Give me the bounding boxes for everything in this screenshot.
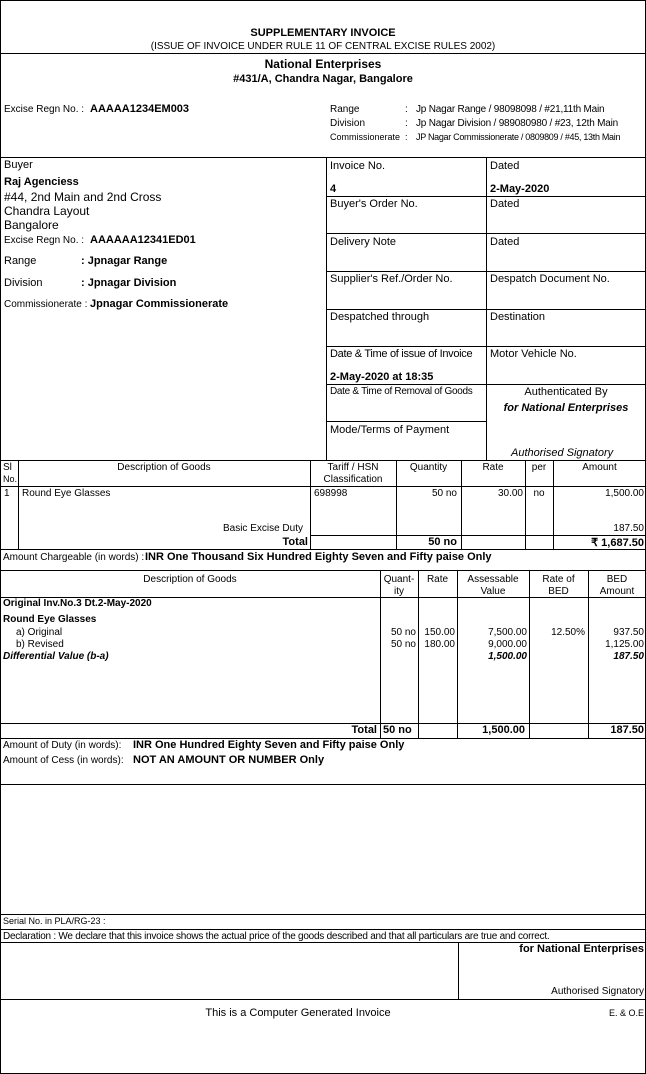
supp-row-value: 7,500.00	[488, 627, 527, 638]
col-sl-no: No.	[3, 474, 18, 484]
col-amount: Amount	[582, 462, 617, 473]
supp-row-bed-rate: 12.50%	[551, 627, 585, 638]
divider	[326, 421, 486, 422]
seller-division-value: Jp Nagar Division / 989080980 / #23, 12th Main	[416, 118, 619, 129]
seller-division-label: Division	[330, 118, 366, 129]
company-address: #431/A, Chandra Nagar, Bangalore	[233, 73, 413, 85]
row-tariff: 698998	[314, 488, 348, 499]
divider	[1, 784, 645, 785]
authenticated-by: Authenticated By	[524, 386, 608, 398]
divider	[1, 157, 645, 158]
seller-range-value: Jp Nagar Range / 98098098 / #21,11th Main	[416, 104, 605, 115]
divider	[326, 196, 645, 197]
buyer-address-line1: #44, 2nd Main and 2nd Cross	[4, 190, 162, 204]
divider	[1, 486, 645, 487]
supp-total-label: Total	[351, 724, 377, 736]
divider	[326, 384, 645, 385]
supp-row-label: b) Revised	[16, 639, 64, 650]
buyer-address-line2: Chandra Layout	[4, 204, 90, 218]
seller-comm-label: Commissionerate	[330, 132, 401, 142]
invoice-subtitle: (ISSUE OF INVOICE UNDER RULE 11 OF CENTRAL EXCISE RULES 2002)	[150, 41, 496, 52]
differential-bed: 187.50	[613, 651, 644, 662]
supp-item-name: Round Eye Glasses	[3, 614, 97, 625]
buyer-range-label: Range	[4, 255, 37, 267]
buyer-comm-value: Jpnagar Commissionerate	[90, 298, 229, 310]
supp-row-bed-amount: 1,125.00	[605, 639, 644, 650]
buyer-name: Raj Agenciess	[4, 176, 79, 188]
differential-value: 1,500.00	[488, 651, 527, 662]
duty-label: Basic Excise Duty	[222, 523, 303, 534]
divider	[418, 570, 419, 738]
divider	[326, 271, 645, 272]
row-per: no	[533, 488, 545, 499]
seller-excise-label: Excise Regn No. :	[4, 104, 85, 115]
row-amount: 1,500.00	[605, 488, 644, 499]
divider	[1, 460, 645, 461]
row-quantity: 50 no	[431, 488, 457, 499]
supp-col-rate: Rate	[426, 574, 449, 585]
supp-total-value: 1,500.00	[482, 724, 525, 736]
serial-number: Serial No. in PLA/RG-23 :	[3, 916, 106, 926]
supp-col-bed-amount-2: Amount	[599, 586, 635, 597]
company-name: National Enterprises	[264, 57, 382, 71]
total-label: Total	[282, 536, 308, 548]
buyer-division-label: Division	[4, 277, 43, 289]
supp-row-qty: 50 no	[390, 639, 416, 650]
seller-range-label: Range	[330, 104, 360, 115]
divider	[1, 929, 645, 930]
supp-col-bed-amount: BED	[606, 574, 628, 585]
buyer-comm-label: Commissionerate :	[4, 299, 88, 310]
differential-label: Differential Value (b-a)	[3, 651, 109, 662]
despatch-doc-label: Despatch Document No.	[490, 273, 610, 285]
authorised-signatory: Authorised Signatory	[511, 447, 614, 459]
declaration: Declaration : We declare that this invoice shows the actual price of the goods described and that all particulars are true and correct.	[3, 931, 550, 942]
duty-words-value: INR One Hundred Eighty Seven and Fifty paise Only	[133, 739, 405, 751]
buyer-label: Buyer	[4, 159, 33, 171]
buyer-excise-label: Excise Regn No. :	[4, 235, 85, 246]
row-rate: 30.00	[497, 488, 523, 499]
supp-row-qty: 50 no	[390, 627, 416, 638]
col-sl: Sl	[3, 462, 12, 473]
for-company: for National Enterprises	[503, 402, 629, 414]
amount-words-label: Amount Chargeable (in words) :	[3, 552, 145, 563]
motor-vehicle-label: Motor Vehicle No.	[490, 348, 577, 360]
dated-label: Dated	[490, 198, 520, 210]
col-description: Description of Goods	[117, 462, 211, 473]
seller-comm-value: JP Nagar Commissionerate / 0809809 / #45, 13th Main	[416, 132, 621, 142]
destination-label: Destination	[490, 311, 546, 323]
divider	[1, 999, 645, 1000]
issue-datetime-value: 2-May-2020 at 18:35	[330, 371, 434, 383]
supp-col-quantity: Quant-	[383, 574, 415, 585]
col-tariff: Tariff / HSN	[327, 462, 379, 473]
divider	[1, 53, 645, 54]
suppliers-ref-label: Supplier's Ref./Order No.	[330, 273, 453, 285]
supp-row-rate: 180.00	[424, 639, 455, 650]
supp-col-assessable-2: Value	[480, 586, 506, 597]
supp-total-qty: 50 no	[383, 724, 412, 736]
footer-for-company: for National Enterprises	[519, 943, 644, 955]
supp-row-bed-amount: 937.50	[613, 627, 644, 638]
seller-excise-value: AAAAA1234EM003	[90, 103, 190, 115]
supp-col-description: Description of Goods	[143, 574, 237, 585]
divider	[326, 346, 645, 347]
despatched-through-label: Despatched through	[330, 311, 430, 323]
supp-row-rate: 150.00	[424, 627, 455, 638]
buyers-order-label: Buyer's Order No.	[330, 198, 418, 210]
cess-words-value: NOT AN AMOUNT OR NUMBER Only	[133, 754, 325, 766]
duty-words-label: Amount of Duty (in words):	[3, 740, 122, 751]
buyer-division-value: : Jpnagar Division	[81, 277, 177, 289]
invoice-no-value: 4	[330, 183, 337, 195]
divider	[1, 570, 645, 571]
supp-row-label: a) Original	[16, 627, 63, 638]
supp-col-bed-rate-2: BED	[548, 586, 569, 597]
divider	[1, 549, 645, 550]
col-classification: Classification	[323, 474, 383, 485]
colon: :	[405, 118, 408, 129]
issue-datetime-label: Date & Time of issue of Invoice	[330, 348, 473, 360]
delivery-note-label: Delivery Note	[330, 236, 397, 248]
amount-words-value: INR One Thousand Six Hundred Eighty Seven and Fifty paise Only	[145, 551, 492, 563]
supp-row-value: 9,000.00	[488, 639, 527, 650]
total-quantity: 50 no	[428, 536, 457, 548]
computer-generated-note: This is a Computer Generated Invoice	[205, 1007, 391, 1019]
buyer-range-value: : Jpnagar Range	[81, 255, 168, 267]
total-amount: ₹ 1,687.50	[591, 537, 644, 549]
col-quantity: Quantity	[409, 462, 448, 473]
mode-terms-label: Mode/Terms of Payment	[330, 424, 450, 436]
col-rate: Rate	[482, 462, 504, 473]
invoice-no-label: Invoice No.	[330, 160, 386, 172]
dated-value: 2-May-2020	[490, 183, 550, 195]
divider	[1, 914, 645, 915]
cess-words-label: Amount of Cess (in words):	[3, 755, 124, 766]
row-sl: 1	[4, 488, 10, 499]
buyer-excise-value: AAAAAA12341ED01	[90, 234, 196, 246]
col-per: per	[531, 462, 547, 473]
supp-col-bed-rate: Rate of	[542, 574, 575, 585]
supp-col-quantity-2: ity	[394, 586, 404, 597]
divider	[326, 309, 645, 310]
colon: :	[405, 104, 408, 115]
invoice-title: SUPPLEMENTARY INVOICE	[250, 27, 396, 39]
supp-col-assessable: Assessable	[467, 574, 519, 585]
removal-datetime-label: Date & Time of Removal of Goods	[330, 386, 473, 397]
footer-signatory: Authorised Signatory	[551, 986, 644, 997]
row-description: Round Eye Glasses	[22, 488, 111, 499]
divider	[326, 233, 645, 234]
eoe-note: E. & O.E	[608, 1008, 644, 1018]
supp-total-bed: 187.50	[610, 724, 644, 736]
buyer-address-line3: Bangalore	[4, 218, 59, 232]
original-invoice-ref: Original Inv.No.3 Dt.2-May-2020	[3, 598, 152, 609]
colon: :	[405, 132, 408, 142]
dated-label: Dated	[490, 160, 520, 172]
duty-amount: 187.50	[613, 523, 644, 534]
dated-label: Dated	[490, 236, 520, 248]
